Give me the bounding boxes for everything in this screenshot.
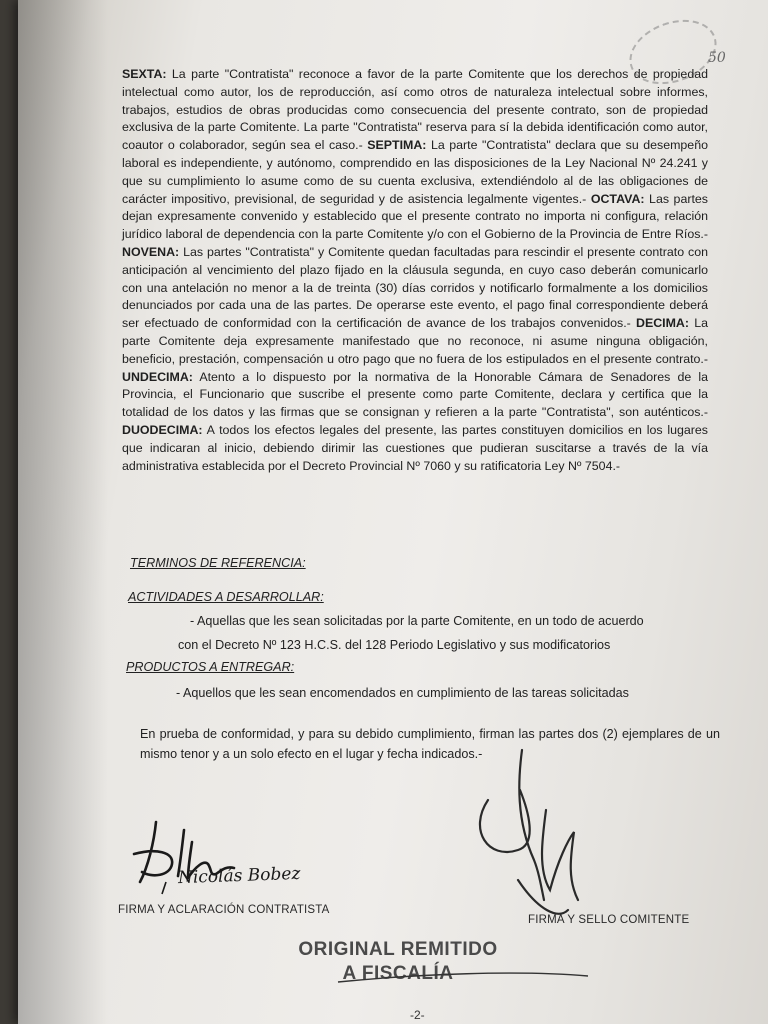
clause-label-octava: OCTAVA:: [590, 191, 645, 206]
clause-label-undecima: UNDECIMA:: [122, 369, 193, 384]
closing-statement: En prueba de conformidad, y para su debido cumplimiento, firman las partes dos (2) ejemplares de un mismo tenor y a un solo efecto en el lugar y fecha indicados.-: [140, 727, 720, 761]
clause-text-novena: Las partes "Contratista" y Comitente quedan facultadas para rescindir el presente contrato con anticipación al vencimiento del plazo fijado en la cláusula segunda, en cuyo caso deberán comunicarlo con una antelación no menor a la de treinta (30) días corridos y notificarlo formalmente a los domicilios denunciados por cada una de las partes. De operarse este evento, el pago final correspondiente deberá ser efectuado de conformidad con la certificación de avance de los trabajos convenidos.-: [122, 244, 708, 331]
clause-label-novena: NOVENA:: [122, 244, 180, 259]
contratista-signature: [126, 812, 326, 902]
clause-label-septima: SEPTIMA:: [367, 138, 427, 153]
stamp-line-1: ORIGINAL REMITIDO: [298, 939, 498, 960]
stamp-line-2: A FISCALÍA: [342, 963, 454, 984]
contratista-handwritten-name: Nicolás Bobez: [177, 863, 301, 889]
clause-text-septima: La parte "Contratista" declara que su desempeño laboral es independiente, y autónomo, comprendido en las disposiciones de la Ley Nacional Nº 24.241 y que su cumplimiento lo asume como de su cuenta exclusiva, extendiéndolo al de las obligaciones de carácter impositivo, previsional, de seguridad y de asistencia legalmente vigentes.-: [122, 138, 708, 206]
actividades-line-2: con el Decreto Nº 123 H.C.S. del 128 Periodo Legislativo y sus modificatorios: [178, 638, 611, 652]
clause-label-duodecima: DUODECIMA:: [122, 422, 203, 437]
stamp-underline: [338, 962, 598, 992]
clause-text-decima: La parte Comitente deja expresamente manifestado que no reconoce, ni asume ninguna obligación, beneficio, prestación, compensación u otro pago que no fuera de los estipulados en el presente contrato.-: [122, 316, 708, 366]
clause-text-sexta: La parte "Contratista" reconoce a favor de la parte Comitente que los derechos de propiedad intelectual como autor, los de reproducción, así como otros de naturaleza intelectual sobre informes, trabajos, estudios de obras producidas como consecuencia del presente contrato, son de propiedad exclusiva de la parte Comitente. La parte "Contratista" reserva para sí la debida identificación como autor, coautor o colaborador, según sea el caso.-: [122, 67, 708, 153]
document-page: [18, 0, 768, 1024]
clause-label-sexta: SEXTA:: [122, 67, 167, 81]
label-contratista: FIRMA Y ACLARACIÓN CONTRATISTA: [118, 904, 330, 916]
comitente-signature: [458, 740, 608, 930]
page-number: -2-: [410, 1008, 425, 1022]
clause-text-undecima: Atento a lo dispuesto por la normativa de la Honorable Cámara de Senadores de la Provincia, el Funcionario que suscribe el presente como parte Comitente, declara y certifica que la totalidad de los datos y las firmas que se consignan y refieren a la parte "Contratista", son auténticos.-: [122, 369, 708, 420]
label-comitente: FIRMA Y SELLO COMITENTE: [528, 914, 690, 926]
folio-number: 50: [708, 50, 726, 66]
actividades-line-1: - Aquellas que les sean solicitadas por la parte Comitente, en un todo de acuerdo: [190, 614, 644, 628]
productos-line-1: - Aquellos que les sean encomendados en cumplimiento de las tareas solicitadas: [176, 686, 629, 700]
clause-label-decima: DECIMA:: [636, 316, 689, 331]
clause-text-duodecima: A todos los efectos legales del presente, las partes constituyen domicilios en los lugares que indicaran al inicio, debiendo dirimir las cuestiones que pudieran suscitarse a través de la vía administrativa establecida por el Decreto Provincial Nº 7060 y su ratificatoria Ley Nº 7504.-: [122, 422, 708, 473]
terminos-heading: TERMINOS DE REFERENCIA:: [130, 556, 306, 570]
actividades-heading: ACTIVIDADES A DESARROLLAR:: [128, 590, 324, 604]
contract-clauses: [122, 66, 708, 475]
clause-text-octava: Las partes dejan expresamente convenido y establecido que el presente contrato no importa ni configura, relación jurídico laboral de dependencia con la parte Comitente y/o con el Gobierno de la Provincia de Entre Ríos.-: [122, 191, 708, 242]
productos-heading: PRODUCTOS A ENTREGAR:: [126, 660, 295, 674]
